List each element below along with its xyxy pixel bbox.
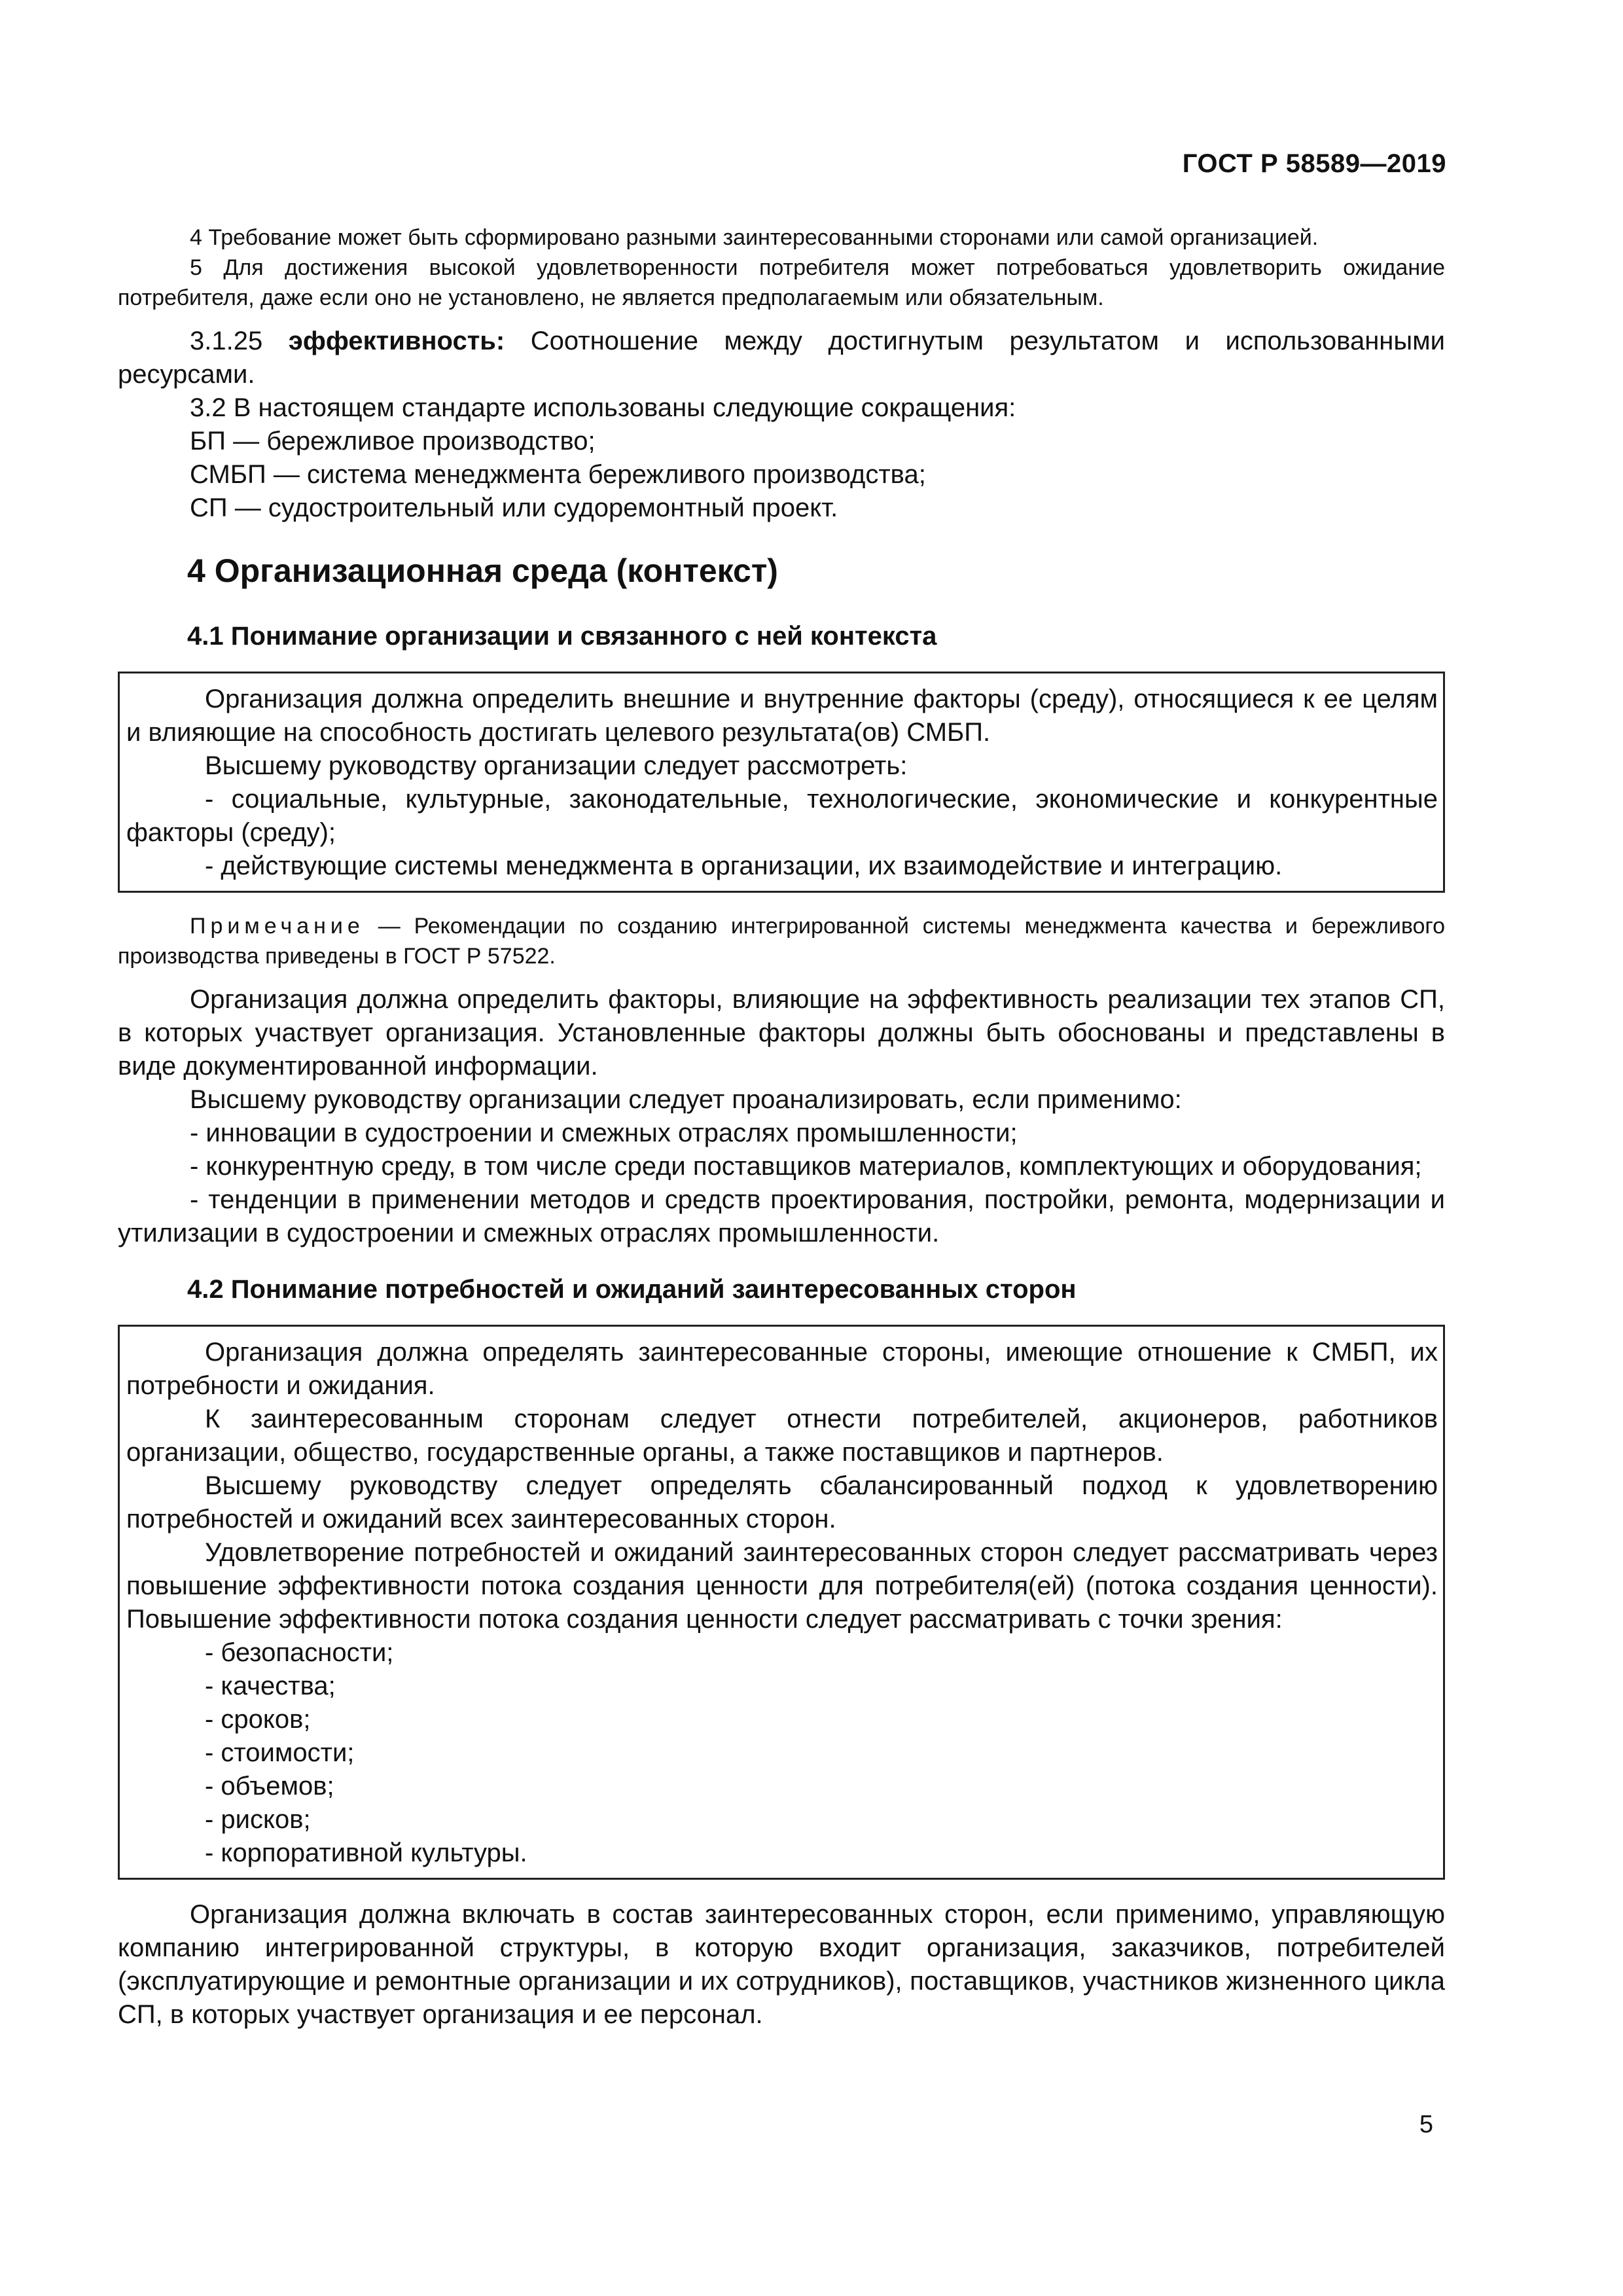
box-list-item: - безопасности; bbox=[205, 1638, 394, 1667]
box-bullet: - социальные, культурные, законодательные, технологические, экономические и конкурентные факторы (среду); bbox=[126, 785, 1438, 847]
box-list-item: - объемов; bbox=[205, 1772, 334, 1801]
paragraph: Организация должна определить факторы, влияющие на эффективность реализации тех этапов СП, в которых участвует организация. Установленные факторы должны быть обоснованы и представлены в виде документированной информации. bbox=[118, 985, 1445, 1081]
note-4: 4 Требование может быть сформировано разными заинтересованными сторонами или самой организацией. bbox=[190, 225, 1319, 250]
definition-number: 3.1.25 bbox=[190, 327, 263, 355]
paragraph: Организация должна включать в состав заинтересованных сторон, если применимо, управляющую компанию интегрированной структуры, в которую входит организация, заказчиков, потребителей (эксплуатирующие и ремонтные организации и их сотрудников), поставщиков, участников жизненного цикла СП, в которых участвует организация и ее персонал. bbox=[118, 1900, 1445, 2029]
box-list-item: - рисков; bbox=[205, 1805, 311, 1834]
box-list-item: - качества; bbox=[205, 1672, 336, 1700]
paragraph: Высшему руководству организации следует проанализировать, если применимо: bbox=[190, 1085, 1182, 1114]
page-number: 5 bbox=[1419, 2111, 1433, 2138]
note-5: 5 Для достижения высокой удовлетворенности потребителя может потребоваться удовлетворить ожидание потребителя, даже если оно не установлено, не является предполагаемым или обязательным. bbox=[118, 255, 1445, 310]
standard-designation: ГОСТ Р 58589—2019 bbox=[1182, 149, 1446, 178]
definition-term: эффективность: bbox=[288, 327, 505, 355]
abbreviation-item: СП — судостроительный или судоремонтный проект. bbox=[190, 493, 838, 522]
box-list-item: - стоимости; bbox=[205, 1738, 355, 1767]
abbreviation-item: БП — бережливое производство; bbox=[190, 427, 596, 456]
abbreviations-intro: 3.2 В настоящем стандарте использованы следующие сокращения: bbox=[190, 393, 1016, 422]
box-paragraph: Высшему руководству организации следует рассмотреть: bbox=[205, 751, 908, 780]
abbreviation-item: СМБП — система менеджмента бережливого производства; bbox=[190, 460, 926, 489]
note-label: Примечание bbox=[190, 914, 365, 939]
page-content bbox=[118, 223, 1445, 2032]
box-list-item: - корпоративной культуры. bbox=[205, 1839, 527, 1867]
box-paragraph: Удовлетворение потребностей и ожиданий заинтересованных сторон следует рассматривать через повышение эффективности потока создания ценности для потребителя(ей) (потока создания ценности). Повышение эффективности потока создания ценности следует рассматривать с точки зрения: bbox=[126, 1538, 1438, 1634]
box-paragraph: Организация должна определить внешние и внутренние факторы (среду), относящиеся к ее целям и влияющие на способность достигать целевого результата(ов) СМБП. bbox=[126, 685, 1438, 747]
section-4-heading: 4 Организационная среда (контекст) bbox=[187, 552, 778, 589]
box-bullet: - действующие системы менеджмента в организации, их взаимодействие и интеграцию. bbox=[205, 852, 1283, 880]
box-paragraph: Организация должна определять заинтересованные стороны, имеющие отношение к СМБП, их потребности и ожидания. bbox=[126, 1338, 1438, 1400]
requirement-box-4-2 bbox=[118, 1325, 1445, 1880]
spacer bbox=[118, 971, 1445, 983]
box-list-item: - сроков; bbox=[205, 1705, 311, 1734]
requirement-box-4-1 bbox=[118, 672, 1445, 893]
spacer bbox=[118, 313, 1445, 325]
box-paragraph: К заинтересованным сторонам следует отнести потребителей, акционеров, работников организации, общество, государственные органы, а также поставщиков и партнеров. bbox=[126, 1405, 1438, 1467]
list-item: - конкурентную среду, в том числе среди поставщиков материалов, комплектующих и оборудования; bbox=[190, 1152, 1422, 1181]
note-4-1 bbox=[118, 911, 1445, 971]
definition-3-1-25 bbox=[118, 325, 1445, 391]
box-paragraph: Высшему руководству следует определять сбалансированный подход к удовлетворению потребностей и ожиданий всех заинтересованных сторон. bbox=[126, 1471, 1438, 1534]
section-4-2-heading: 4.2 Понимание потребностей и ожиданий заинтересованных сторон bbox=[187, 1275, 1077, 1304]
list-item: - инновации в судостроении и смежных отраслях промышленности; bbox=[190, 1119, 1018, 1147]
section-4-1-heading: 4.1 Понимание организации и связанного с ней контекста bbox=[187, 622, 937, 651]
list-item: - тенденции в применении методов и средств проектирования, постройки, ремонта, модернизации и утилизации в судостроении и смежных отраслях промышленности. bbox=[118, 1185, 1445, 1247]
definition-text: Соотношение между достигнутым результатом и использованными ресурсами. bbox=[118, 327, 1445, 389]
spacer bbox=[118, 1250, 1445, 1272]
note-text: — Рекомендации по созданию интегрированной системы менеджмента качества и бережливого производства приведены в ГОСТ Р 57522. bbox=[118, 914, 1445, 969]
